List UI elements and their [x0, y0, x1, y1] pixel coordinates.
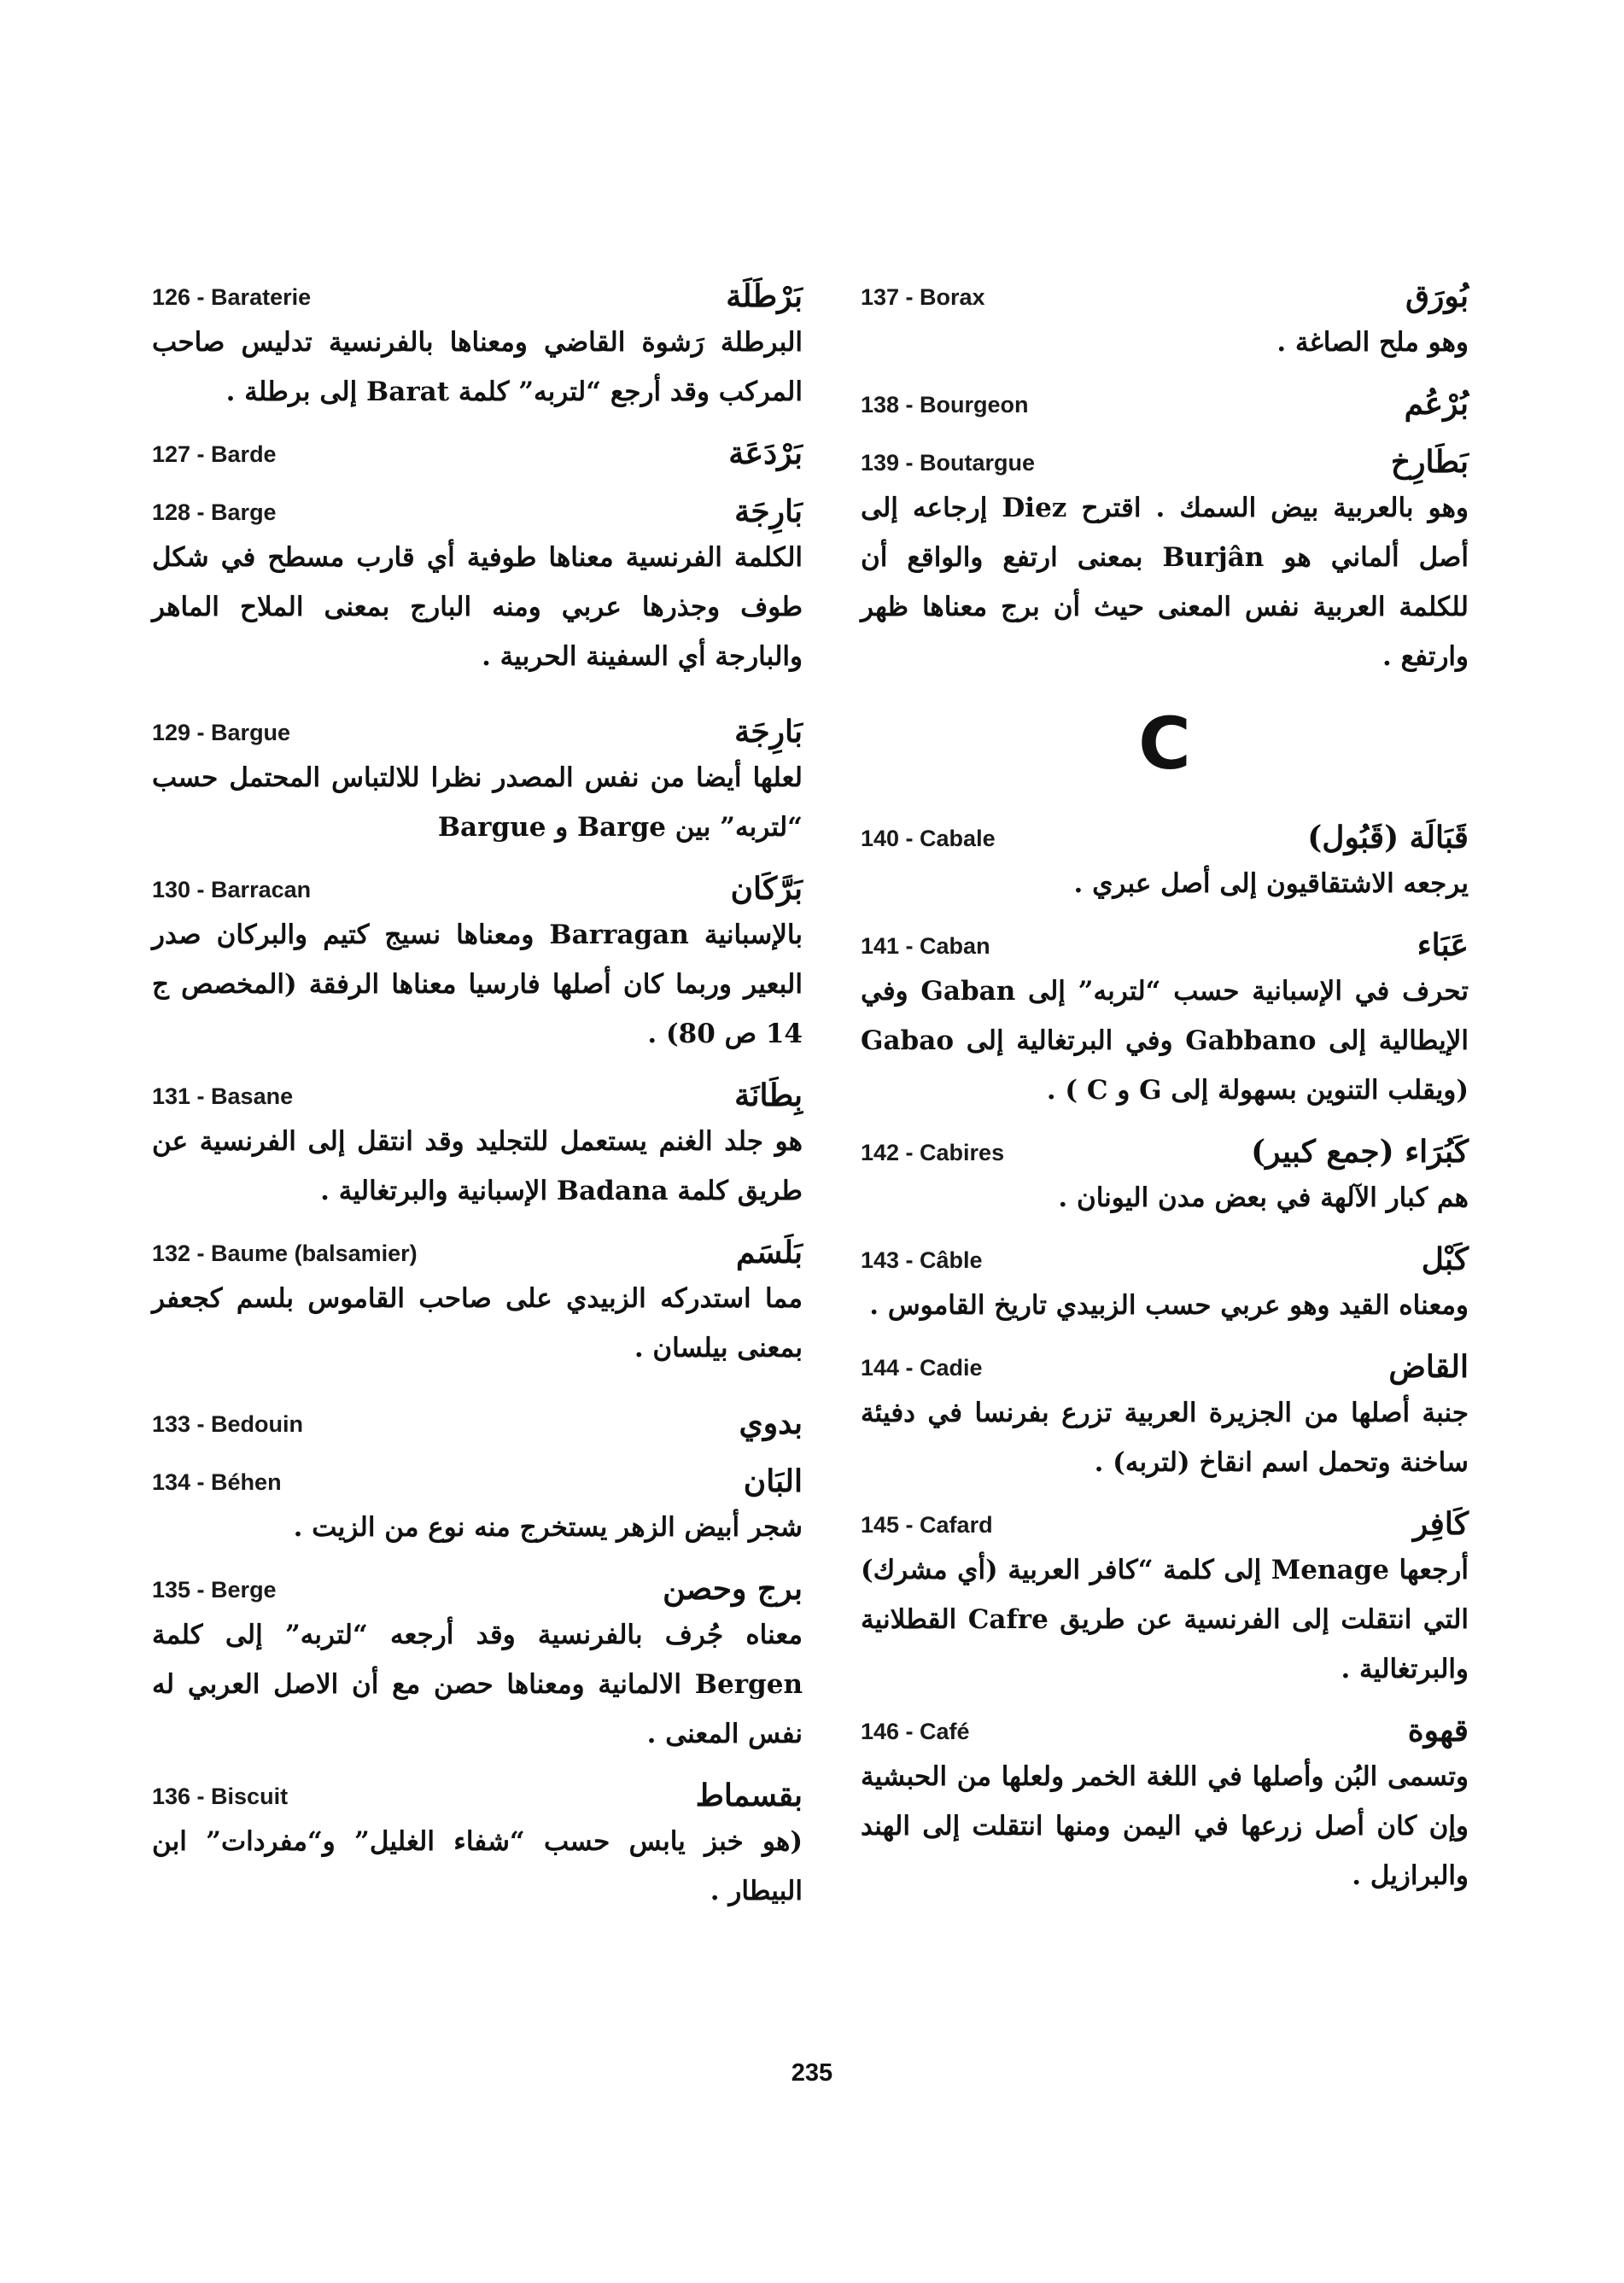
entry-word: بُورَق: [1405, 278, 1469, 314]
entry-word: القاض: [1388, 1349, 1469, 1385]
entry-129: [152, 707, 803, 852]
entry-word: بَرْطَلَة: [726, 278, 803, 314]
entry-word: كَبْل: [1421, 1241, 1469, 1277]
entry-word: بَرْدَعَة: [728, 435, 803, 471]
entry-word: عَبَاء: [1417, 927, 1469, 963]
entry-word: كَبُرَاء (جمع كبير): [1251, 1134, 1469, 1170]
entry-word: كَافِر: [1412, 1506, 1469, 1542]
entry-127: [152, 429, 803, 475]
entry-word: بقسماط: [695, 1778, 803, 1813]
entry-ref: 141 - Caban: [861, 933, 990, 959]
entry-140: [861, 813, 1469, 908]
entry-definition: بالإسبانية Barragan ومعناها نسيج كتيم والبركان صدر البعير وربما كان أصلها فارسيا معناها الرفقة (المخصص ج 14 ص 80) .: [152, 920, 803, 1049]
entry-word: البَان: [743, 1463, 803, 1499]
entry-word: بَارِجَة: [734, 714, 803, 750]
entry-144: [861, 1342, 1469, 1487]
entry-ref: 139 - Boutargue: [861, 450, 1036, 476]
entry-ref: 134 - Béhen: [152, 1469, 282, 1495]
entry-ref: 138 - Bourgeon: [861, 392, 1029, 417]
entry-132: [152, 1228, 803, 1373]
entry-definition: هو جلد الغنم يستعمل للتجليد وقد انتقل إلى الفرنسية عن طريق كلمة Badana الإسبانية والبرتغالية .: [152, 1126, 803, 1206]
entry-136: [152, 1771, 803, 1916]
entry-ref: 137 - Borax: [861, 284, 985, 310]
entry-139: [861, 437, 1469, 681]
entry-ref: 144 - Cadie: [861, 1355, 983, 1381]
entry-definition: يرجعه الاشتقاقيون إلى أصل عبري .: [1073, 868, 1469, 899]
section-letter: C: [1138, 702, 1191, 785]
entry-142: [861, 1127, 1469, 1223]
entry-ref: 142 - Cabires: [861, 1140, 1005, 1165]
entry-131: [152, 1071, 803, 1216]
entry-135: [152, 1564, 803, 1759]
entry-ref: 143 - Câble: [861, 1247, 983, 1273]
entry-ref: 135 - Berge: [152, 1577, 277, 1603]
entry-definition: الكلمة الفرنسية معناها طوفية أي قارب مسطح في شكل طوف وجذرها عربي ومنه البارج بمعنى الملاح الماهر والبارجة أي السفينة الحربية .: [152, 542, 803, 672]
entry-word: بَطَارِخ: [1390, 444, 1469, 480]
entry-definition: وهو ملح الصاغة .: [1276, 327, 1469, 358]
entry-138: [861, 379, 1469, 425]
entry-ref: 131 - Basane: [152, 1083, 294, 1109]
entry-133: [152, 1398, 803, 1445]
right-column: [861, 272, 1469, 1912]
entry-definition: وتسمى البُن وأصلها في اللغة الخمر ولعلها من الحبشية وإن كان أصل زرعها في اليمن ومنها انتقلت إلى الهند والبرازيل .: [861, 1761, 1469, 1891]
entry-word: بَرَّكَان: [730, 871, 803, 907]
entry-128: [152, 487, 803, 681]
entry-definition: جنبة أصلها من الجزيرة العربية تزرع بفرنسا في دفيئة ساخنة وتحمل اسم انقاخ (لتربه) .: [861, 1398, 1469, 1478]
entry-130: [152, 864, 803, 1059]
entry-ref: 133 - Bedouin: [152, 1411, 304, 1437]
entry-ref: 145 - Cafard: [861, 1512, 993, 1538]
entry-word: بِطَانَة: [734, 1077, 803, 1113]
entry-ref: 128 - Barge: [152, 499, 277, 525]
entry-definition: (هو خبز يابس حسب “شفاء الغليل” و“مفردات” ابن البيطار .: [152, 1826, 803, 1906]
entry-word: قَبَالَة (قَبُول): [1307, 820, 1469, 855]
entry-word: بَارِجَة: [734, 493, 803, 529]
entry-word: بُرْعُم: [1404, 386, 1469, 422]
entry-definition: معناه جُرف بالفرنسية وقد أرجعه “لتربه” إلى كلمة Bergen الالمانية ومعناها حصن مع أن الاصل العربي له نفس المعنى .: [152, 1620, 803, 1749]
entry-137: [861, 272, 1469, 367]
entry-definition: تحرف في الإسبانية حسب “لتربه” إلى Gaban وفي الإيطالية إلى Gabbano وفي البرتغالية إلى Gabao (ويقلب التنوين بسهولة إلى G و C ) .: [861, 976, 1469, 1106]
entry-ref: 127 - Barde: [152, 441, 277, 467]
entry-word: قهوة: [1407, 1713, 1469, 1749]
entry-definition: مما استدركه الزبيدي على صاحب القاموس بلسم كجعفر بمعنى بيلسان .: [152, 1283, 803, 1363]
entry-ref: 132 - Baume (balsamier): [152, 1241, 418, 1266]
entry-word: برج وحصن: [663, 1571, 803, 1607]
entry-ref: 140 - Cabale: [861, 826, 996, 851]
entry-ref: 129 - Bargue: [152, 720, 291, 745]
entry-definition: لعلها أيضا من نفس المصدر نظرا للالتباس المحتمل حسب “لتربه” بين Barge و Bargue: [152, 762, 803, 843]
entry-145: [861, 1499, 1469, 1694]
entry-ref: 126 - Baraterie: [152, 284, 312, 310]
entry-ref: 136 - Biscuit: [152, 1784, 289, 1809]
entry-definition: ومعناه القيد وهو عربي حسب الزبيدي تاريخ القاموس .: [869, 1290, 1469, 1321]
entry-ref: 130 - Barracan: [152, 877, 312, 902]
entry-143: [861, 1235, 1469, 1330]
entry-definition: وهو بالعربية بيض السمك . اقترح Diez إرجاعه إلى أصل ألماني هو Burjân بمعنى ارتفع والواقع أن للكلمة العربية نفس المعنى حيث أن برج معناها ظهر وارتفع .: [861, 493, 1469, 672]
left-column: [152, 272, 803, 1928]
entry-126: [152, 272, 803, 417]
entry-141: [861, 920, 1469, 1115]
entry-definition: هم كبار الآلهة في بعض مدن اليونان .: [1058, 1182, 1469, 1213]
entry-definition: أرجعها Menage إلى كلمة “كافر العربية (أي مشرك) التي انتقلت إلى الفرنسية عن طريق Cafre القطلانية والبرتغالية .: [861, 1555, 1469, 1685]
entry-definition: شجر أبيض الزهر يستخرج منه نوع من الزيت .: [293, 1512, 803, 1543]
entry-134: [152, 1457, 803, 1552]
entry-definition: البرطلة رَشوة القاضي ومعناها بالفرنسية تدليس صاحب المركب وقد أرجع “لتربه” كلمة Barat إلى برطلة .: [152, 327, 803, 407]
page-number: 235: [791, 2059, 833, 2087]
entry-146: [861, 1706, 1469, 1901]
entry-ref: 146 - Café: [861, 1719, 970, 1744]
entry-word: بدوي: [739, 1405, 803, 1441]
entry-word: بَلَسَم: [735, 1235, 803, 1270]
